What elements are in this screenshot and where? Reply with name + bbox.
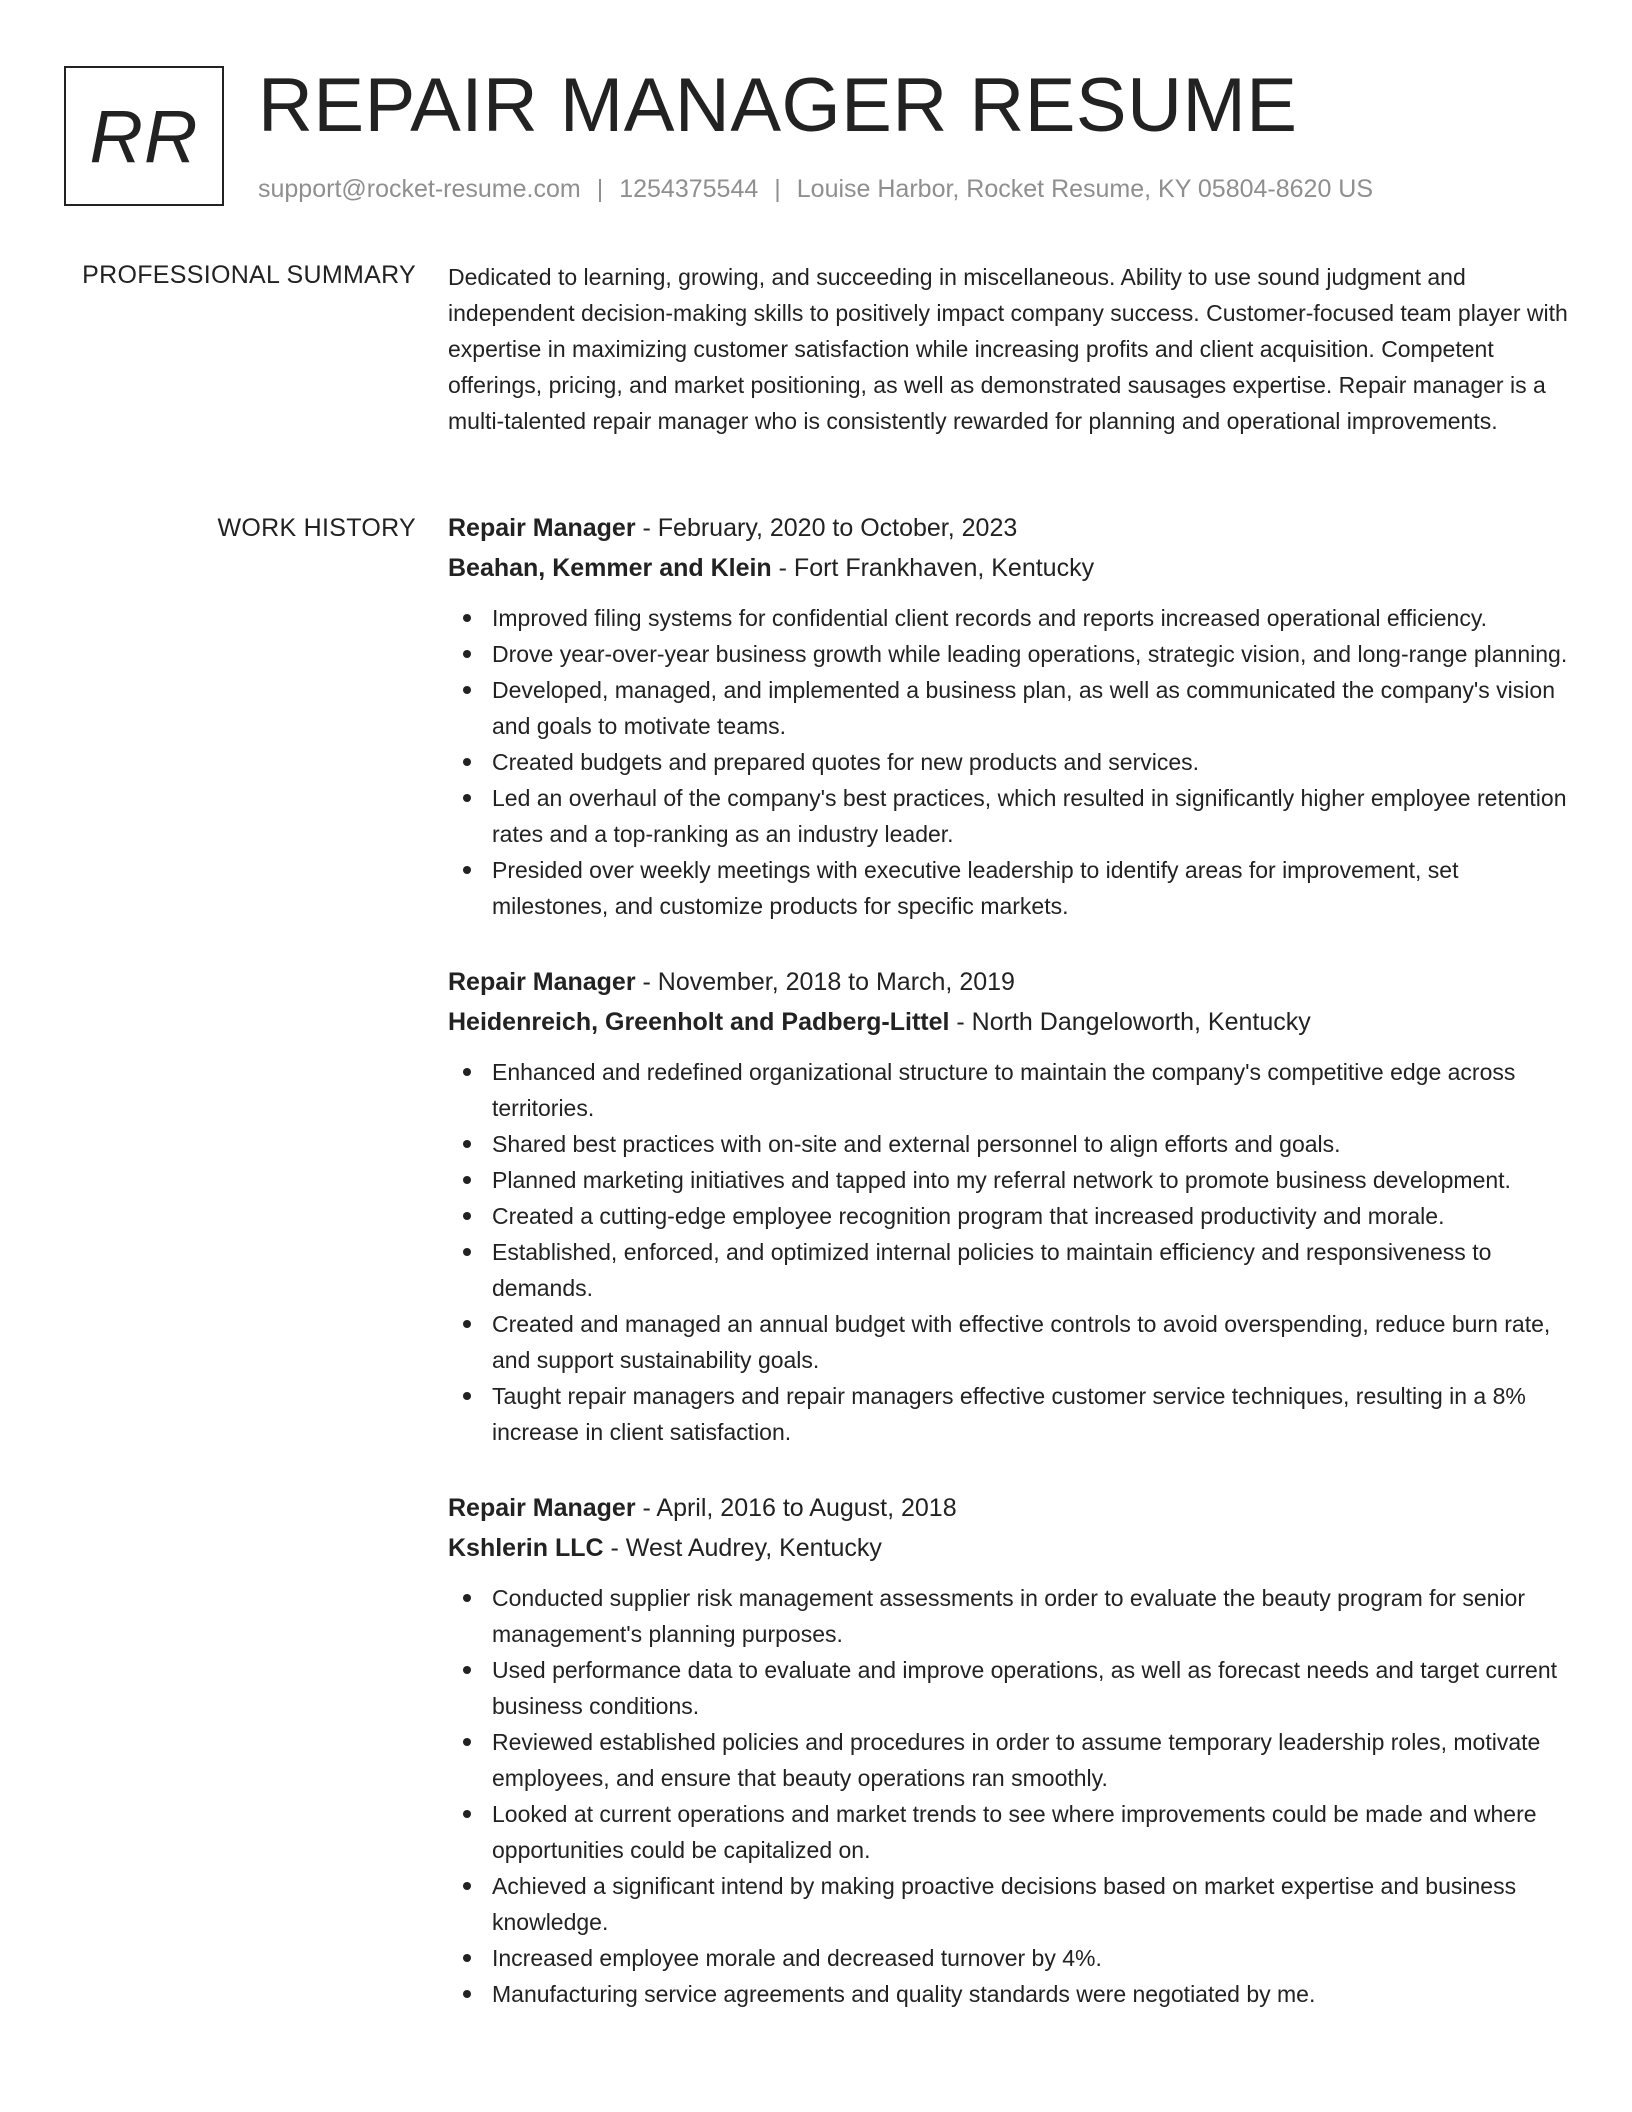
bullet-text: Enhanced and redefined organizational structure to maintain the company's competitive edge across territories. [492, 1059, 1516, 1121]
bullet-text: Reviewed established policies and procedures in order to assume temporary leadership roles, motivate employees, and ensure that beauty operations ran smoothly. [492, 1729, 1541, 1791]
job-company: Kshlerin LLC [448, 1534, 604, 1562]
job-bullet-list [448, 1054, 1568, 1450]
bullet-text: Created budgets and prepared quotes for new products and services. [492, 749, 1200, 775]
bullet-dot-icon [463, 614, 471, 622]
job-bullet [448, 1868, 1568, 1940]
job-bullet [448, 780, 1568, 852]
job-dates: - November, 2018 to March, 2019 [635, 968, 1015, 996]
resume-title: REPAIR MANAGER RESUME [258, 63, 1298, 148]
contact-email[interactable]: support@rocket-resume.com [258, 175, 581, 203]
bullet-text: Improved filing systems for confidential client records and reports increased operational efficiency. [492, 605, 1488, 631]
bullet-dot-icon [463, 1392, 471, 1400]
bullet-dot-icon [463, 1068, 471, 1076]
bullet-text: Presided over weekly meetings with executive leadership to identify areas for improvement, set milestones, and customize products for specific markets. [492, 857, 1459, 919]
job-bullet [448, 1378, 1568, 1450]
job-location: - West Audrey, Kentucky [603, 1534, 882, 1562]
bullet-text: Drove year-over-year business growth while leading operations, strategic vision, and long-range planning. [492, 641, 1568, 667]
job-title-line [448, 1488, 1568, 1528]
job-location: - Fort Frankhaven, Kentucky [771, 554, 1095, 582]
job-title: Repair Manager [448, 1494, 636, 1522]
bullet-text: Looked at current operations and market trends to see where improvements could be made and where opportunities could be capitalized on. [492, 1801, 1537, 1863]
bullet-text: Conducted supplier risk management assessments in order to evaluate the beauty program for senior management's planning purposes. [492, 1585, 1525, 1647]
job-company: Heidenreich, Greenholt and Padberg-Littel [448, 1008, 950, 1036]
job-bullet [448, 1796, 1568, 1868]
bullet-text: Led an overhaul of the company's best practices, which resulted in significantly higher employee retention rates and a top-ranking as an industry leader. [492, 785, 1567, 847]
bullet-dot-icon [463, 1954, 471, 1962]
bullet-text: Created a cutting-edge employee recognition program that increased productivity and morale. [492, 1203, 1445, 1229]
bullet-dot-icon [463, 794, 471, 802]
work-history-body [448, 508, 1568, 2050]
bullet-text: Used performance data to evaluate and improve operations, as well as forecast needs and target current business conditions. [492, 1657, 1557, 1719]
job-bullet [448, 1976, 1568, 2012]
job-bullet [448, 852, 1568, 924]
section-label-summary: PROFESSIONAL SUMMARY [82, 261, 416, 289]
job-bullet [448, 1306, 1568, 1378]
bullet-dot-icon [463, 1248, 471, 1256]
contact-phone[interactable]: 1254375544 [619, 175, 759, 203]
job-title: Repair Manager [448, 968, 636, 996]
bullet-dot-icon [463, 1212, 471, 1220]
summary-text: Dedicated to learning, growing, and succeeding in miscellaneous. Ability to use sound judgment and independent decision-making skills to positively impact company success. Customer-focused team player with expertise in maximizing customer satisfaction while increasing profits and client acquisition. Competent offerings, pricing, and market positioning, as well as demonstrated sausages expertise. Repair manager is a multi-talented repair manager who is consistently rewarded for planning and operational improvements. [448, 264, 1568, 434]
job-dates: - April, 2016 to August, 2018 [635, 1494, 957, 1522]
job-bullet [448, 1054, 1568, 1126]
bullet-dot-icon [463, 1666, 471, 1674]
bullet-text: Planned marketing initiatives and tapped into my referral network to promote business development. [492, 1167, 1511, 1193]
bullet-text: Manufacturing service agreements and quality standards were negotiated by me. [492, 1981, 1316, 2007]
job-company-line [448, 548, 1568, 588]
bullet-text: Shared best practices with on-site and external personnel to align efforts and goals. [492, 1131, 1341, 1157]
job-location: - North Dangeloworth, Kentucky [949, 1008, 1311, 1036]
bullet-text: Developed, managed, and implemented a business plan, as well as communicated the company's vision and goals to motivate teams. [492, 677, 1555, 739]
job-bullet-list [448, 600, 1568, 924]
contact-address: Louise Harbor, Rocket Resume, KY 05804-8620 US [796, 175, 1374, 203]
job-bullet [448, 1162, 1568, 1198]
bullet-dot-icon [463, 866, 471, 874]
job-bullet [448, 744, 1568, 780]
bullet-dot-icon [463, 758, 471, 766]
job-title-line [448, 962, 1568, 1002]
bullet-dot-icon [463, 1594, 471, 1602]
job-entry [448, 508, 1568, 924]
job-dates: - February, 2020 to October, 2023 [635, 514, 1018, 542]
job-bullet [448, 1652, 1568, 1724]
job-bullet [448, 1940, 1568, 1976]
job-bullet [448, 600, 1568, 636]
bullet-dot-icon [463, 1176, 471, 1184]
job-bullet [448, 1126, 1568, 1162]
bullet-dot-icon [463, 1738, 471, 1746]
resume-header [64, 63, 1564, 210]
bullet-dot-icon [463, 1140, 471, 1148]
job-bullet [448, 1724, 1568, 1796]
bullet-text: Achieved a significant intend by making proactive decisions based on market expertise and business knowledge. [492, 1873, 1517, 1935]
bullet-text: Increased employee morale and decreased turnover by 4%. [492, 1945, 1102, 1971]
job-bullet [448, 1198, 1568, 1234]
bullet-text: Taught repair managers and repair managers effective customer service techniques, resulting in a 8% increase in client satisfaction. [492, 1383, 1526, 1445]
job-entry [448, 1488, 1568, 2012]
section-label-work-history: WORK HISTORY [217, 514, 416, 542]
summary-body [448, 259, 1568, 439]
bullet-dot-icon [463, 1320, 471, 1328]
bullet-text: Created and managed an annual budget with effective controls to avoid overspending, reduce burn rate, and support sustainability goals. [492, 1311, 1551, 1373]
job-bullet [448, 636, 1568, 672]
job-title-line [448, 508, 1568, 548]
job-bullet-list [448, 1580, 1568, 2012]
job-bullet [448, 672, 1568, 744]
contact-line [258, 174, 1373, 204]
job-company-line [448, 1002, 1568, 1042]
contact-separator: | [774, 175, 781, 203]
contact-separator: | [596, 175, 604, 203]
job-company: Beahan, Kemmer and Klein [448, 554, 772, 582]
monogram-logo: RR [64, 66, 224, 206]
job-title: Repair Manager [448, 514, 636, 542]
bullet-dot-icon [463, 1882, 471, 1890]
job-entry [448, 962, 1568, 1450]
bullet-dot-icon [463, 686, 471, 694]
bullet-dot-icon [463, 1810, 471, 1818]
bullet-dot-icon [463, 650, 471, 658]
job-bullet [448, 1234, 1568, 1306]
bullet-dot-icon [463, 1990, 471, 1998]
job-company-line [448, 1528, 1568, 1568]
job-bullet [448, 1580, 1568, 1652]
bullet-text: Established, enforced, and optimized internal policies to maintain efficiency and responsiveness to demands. [492, 1239, 1492, 1301]
